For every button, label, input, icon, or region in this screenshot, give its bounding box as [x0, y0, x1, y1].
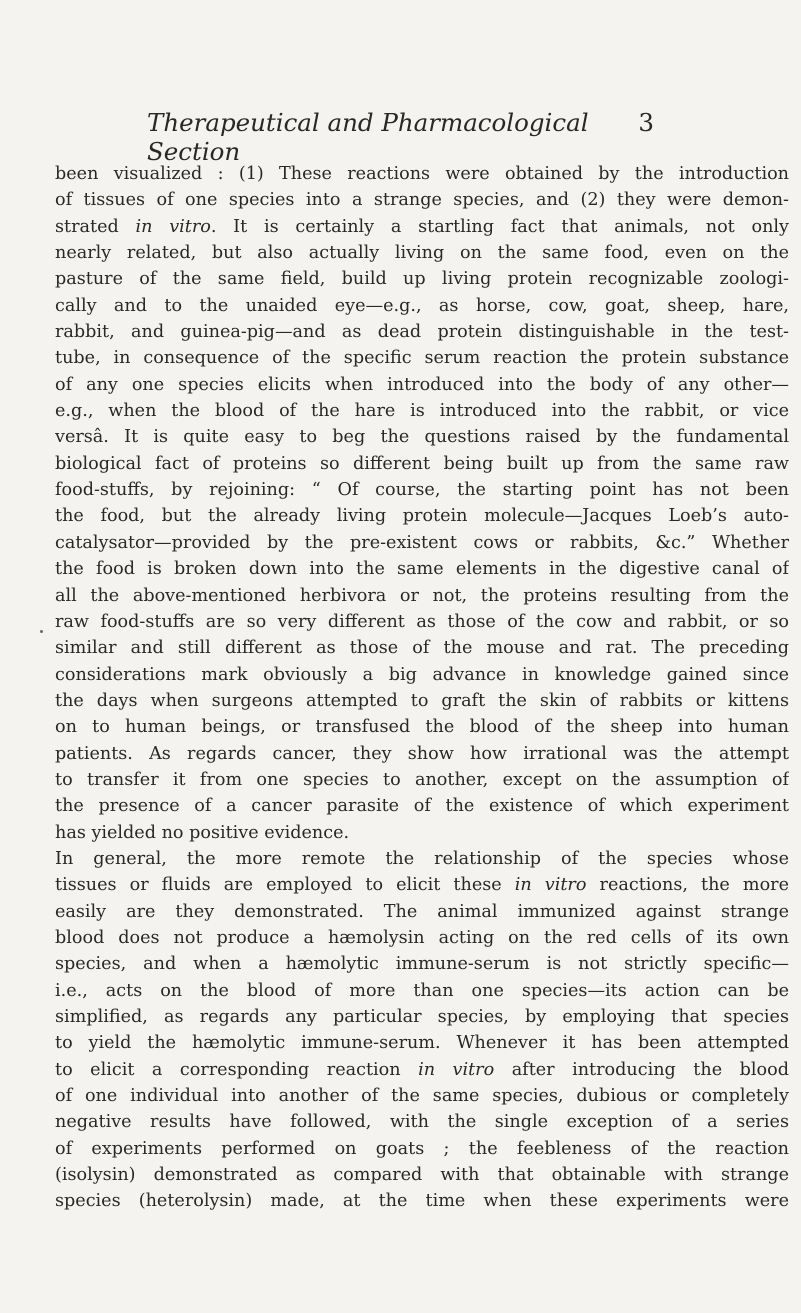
text-line: all the above-mentioned herbivora or not, the proteins resulting from the: [55, 585, 789, 606]
text-line: pasture of the same field, build up living protein recognizable zoologi-: [55, 269, 789, 290]
running-head: [147, 108, 654, 166]
text-line: has yielded no positive evidence.: [55, 822, 350, 843]
text-line: e.g., when the blood of the hare is introduced into the rabbit, or vice: [55, 401, 789, 422]
text-segment: tissues or fluids are employed to elicit these: [55, 875, 515, 896]
text-line: tube, in consequence of the specific serum reaction the protein substance: [55, 348, 789, 369]
text-line: the food, but the already living protein molecule—Jacques Loeb’s auto-: [55, 506, 789, 527]
text-line: of tissues of one species into a strange species, and (2) they were demon-: [55, 190, 789, 211]
running-head-title: Therapeutical and Pharmacological Section: [147, 108, 589, 166]
text-line: cally and to the unaided eye—e.g., as horse, cow, goat, sheep, hare,: [55, 295, 789, 316]
text-segment: strated: [55, 216, 136, 237]
text-line: (isolysin) demonstrated as compared with that obtainable with strange: [55, 1165, 789, 1186]
text-line: [55, 872, 789, 898]
text-line: blood does not produce a hæmolysin acting on the red cells of its own: [55, 927, 789, 948]
text-line: to transfer it from one species to another, except on the assumption of: [55, 769, 789, 790]
page-number: 3: [638, 108, 654, 137]
text-line: raw food-stuffs are so very different as those of the cow and rabbit, or so: [55, 611, 789, 632]
text-line: [55, 1057, 789, 1083]
text-line: of one individual into another of the same species, dubious or completely: [55, 1086, 789, 1107]
text-line: rabbit, and guinea-pig—and as dead protein distinguishable in the test-: [55, 322, 789, 343]
text-line: In general, the more remote the relationship of the species whose: [55, 848, 789, 869]
text-line: [55, 214, 789, 240]
text-line: negative results have followed, with the single exception of a series: [55, 1112, 789, 1133]
text-line: catalysator—provided by the pre-existent cows or rabbits, &c.” Whether: [55, 532, 789, 553]
italic-term: in vitro: [418, 1059, 495, 1080]
italic-term: in vitro: [135, 216, 211, 237]
text-line: considerations mark obviously a big advance in knowledge gained since: [55, 664, 789, 685]
text-line: of any one species elicits when introduced into the body of any other—: [55, 374, 789, 395]
text-line: on to human beings, or transfused the blood of the sheep into human: [55, 717, 789, 738]
text-segment: . It is certainly a startling fact that animals, not only: [210, 216, 789, 237]
text-line: the food is broken down into the same elements in the digestive canal of: [55, 559, 789, 580]
text-line: patients. As regards cancer, they show how irrational was the attempt: [55, 743, 789, 764]
text-line: the presence of a cancer parasite of the existence of which experiment: [55, 796, 789, 817]
text-line: easily are they demonstrated. The animal immunized against strange: [55, 901, 789, 922]
text-line: nearly related, but also actually living on the same food, even on the: [55, 243, 789, 264]
text-line: species (heterolysin) made, at the time when these experiments were: [55, 1191, 789, 1212]
text-line: been visualized : (1) These reactions were obtained by the introduction: [55, 164, 789, 184]
text-line: biological fact of proteins so different being built up from the same raw: [55, 453, 789, 474]
body-text: [55, 161, 789, 1215]
text-line: food-stuffs, by rejoining: “ Of course, the starting point has not been: [55, 480, 789, 501]
text-line: similar and still different as those of the mouse and rat. The preceding: [55, 638, 789, 659]
text-line: species, and when a hæmolytic immune-serum is not strictly specific—: [55, 954, 789, 975]
text-line: i.e., acts on the blood of more than one species—its action can be: [55, 980, 789, 1001]
margin-speck: [40, 630, 43, 633]
italic-term: in vitro: [514, 875, 587, 896]
text-line: versâ. It is quite easy to beg the questions raised by the fundamental: [55, 427, 789, 448]
text-line: to yield the hæmolytic immune-serum. Whenever it has been attempted: [55, 1033, 789, 1054]
text-line: the days when surgeons attempted to graft the skin of rabbits or kittens: [55, 690, 789, 711]
text-line: simplified, as regards any particular species, by employing that species: [55, 1007, 789, 1027]
text-segment: after introducing the blood: [494, 1059, 789, 1080]
text-segment: to elicit a corresponding reaction: [55, 1059, 419, 1080]
text-segment: reactions, the more: [586, 875, 789, 896]
text-line: of experiments performed on goats ; the feebleness of the reaction: [55, 1138, 789, 1159]
